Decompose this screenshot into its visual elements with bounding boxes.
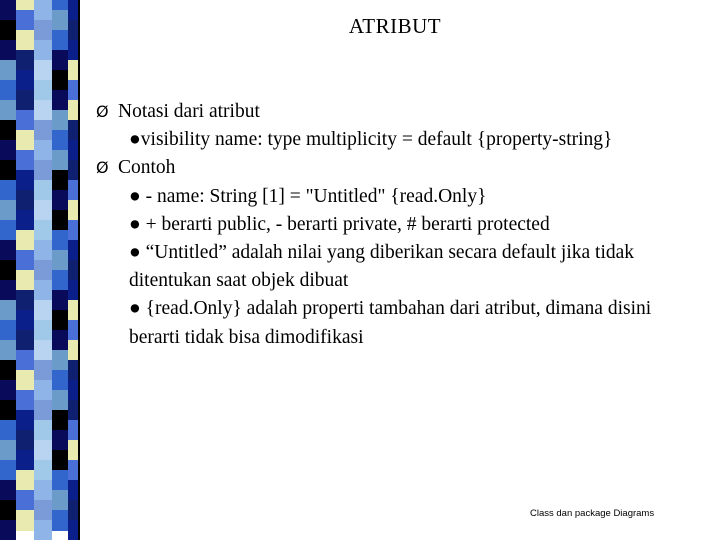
slide-title: ATRIBUT xyxy=(348,14,442,38)
stripe-block xyxy=(34,120,52,141)
stripe-block xyxy=(34,140,52,161)
stripe-block xyxy=(34,300,52,321)
stripe-block xyxy=(52,490,68,511)
stripe-block xyxy=(52,350,68,371)
stripe-block xyxy=(16,310,34,331)
stripe-block xyxy=(34,440,52,461)
stripe-block xyxy=(34,400,52,421)
sub-item-readonly: ● {read.Only} adalah properti tambahan dari atribut, dimana disini berarti tidak bisa dimodifikasi xyxy=(129,298,652,348)
stripe-block xyxy=(52,330,68,351)
stripe-block xyxy=(34,340,52,361)
stripe-block xyxy=(52,0,68,11)
stripe-block xyxy=(16,230,34,251)
stripe-block xyxy=(0,480,16,501)
stripe-block xyxy=(0,240,16,261)
stripe-block xyxy=(52,410,68,431)
stripe-block xyxy=(34,100,52,121)
stripe-block xyxy=(16,410,34,431)
stripe-block xyxy=(16,370,34,391)
stripe-block xyxy=(0,260,16,281)
stripe-block xyxy=(34,520,52,540)
stripe-block xyxy=(0,300,16,321)
stripe-edge-line xyxy=(78,0,80,540)
stripe-block xyxy=(0,380,16,401)
stripe-block xyxy=(52,390,68,411)
stripe-block xyxy=(16,490,34,511)
stripe-block xyxy=(16,330,34,351)
stripe-block xyxy=(16,270,34,291)
slide-body xyxy=(96,98,686,352)
stripe-block xyxy=(52,430,68,451)
stripe-block xyxy=(34,180,52,201)
stripe-block xyxy=(34,80,52,101)
stripe-block xyxy=(16,210,34,231)
stripe-block xyxy=(52,190,68,211)
bullet-text: Contoh xyxy=(118,157,176,179)
stripe-block xyxy=(0,320,16,341)
stripe-block xyxy=(16,190,34,211)
stripe-block xyxy=(52,70,68,91)
stripe-block xyxy=(16,290,34,311)
stripe-block xyxy=(0,420,16,441)
sub-item-syntax: ●visibility name: type multiplicity = default {property-string} xyxy=(129,129,613,151)
sub-item-example: ● - name: String [1] = "Untitled" {read.Only} xyxy=(129,185,487,207)
stripe-block xyxy=(0,180,16,201)
stripe-block xyxy=(0,500,16,521)
stripe-block xyxy=(34,420,52,441)
stripe-block xyxy=(34,460,52,481)
stripe-block xyxy=(16,0,34,11)
stripe-block xyxy=(0,520,16,540)
bullet-text: Notasi dari atribut xyxy=(118,101,260,122)
stripe-block xyxy=(16,470,34,491)
stripe-block xyxy=(52,90,68,111)
stripe-block xyxy=(52,310,68,331)
stripe-block xyxy=(34,220,52,241)
stripe-block xyxy=(16,450,34,471)
stripe-block xyxy=(0,400,16,421)
stripe-block xyxy=(0,280,16,301)
stripe-block xyxy=(0,340,16,361)
sub-item-visibility: ● + berarti public, - berarti private, # berarti protected xyxy=(129,213,550,235)
stripe-block xyxy=(16,70,34,91)
decorative-side-stripe xyxy=(0,0,80,540)
stripe-block xyxy=(52,170,68,191)
stripe-block xyxy=(34,500,52,521)
stripe-block xyxy=(52,230,68,251)
stripe-block xyxy=(52,50,68,71)
slide-footer: Class dan package Diagrams xyxy=(530,508,655,519)
stripe-block xyxy=(34,60,52,81)
stripe-block xyxy=(0,40,16,61)
stripe-block xyxy=(52,510,68,531)
stripe-block xyxy=(0,360,16,381)
stripe-block xyxy=(0,220,16,241)
stripe-block xyxy=(16,390,34,411)
stripe-block xyxy=(0,200,16,221)
stripe-block xyxy=(34,320,52,341)
stripe-block xyxy=(16,430,34,451)
bullet-notasi xyxy=(96,98,686,126)
stripe-block xyxy=(16,50,34,71)
arrow-bullet-icon: Ø xyxy=(96,158,109,178)
stripe-block xyxy=(0,460,16,481)
stripe-block xyxy=(52,150,68,171)
stripe-block xyxy=(52,470,68,491)
stripe-block xyxy=(16,510,34,531)
stripe-block xyxy=(34,160,52,181)
stripe-block xyxy=(0,160,16,181)
stripe-block xyxy=(34,480,52,501)
stripe-block xyxy=(52,270,68,291)
stripe-block xyxy=(0,140,16,161)
sub-item-default: ● “Untitled” adalah nilai yang diberikan secara default jika tidak ditentukan saat objek dibuat xyxy=(129,242,635,292)
stripe-block xyxy=(0,120,16,141)
stripe-block xyxy=(52,450,68,471)
stripe-block xyxy=(52,250,68,271)
stripe-block xyxy=(16,250,34,271)
stripe-block xyxy=(52,110,68,131)
stripe-block xyxy=(34,240,52,261)
arrow-bullet-icon: Ø xyxy=(96,102,109,121)
stripe-block xyxy=(34,260,52,281)
stripe-block xyxy=(16,350,34,371)
stripe-block xyxy=(52,290,68,311)
stripe-block xyxy=(0,80,16,101)
stripe-block xyxy=(16,130,34,151)
stripe-block xyxy=(16,90,34,111)
bullet-contoh xyxy=(96,154,686,182)
stripe-block xyxy=(34,280,52,301)
stripe-block xyxy=(16,110,34,131)
stripe-block xyxy=(34,40,52,61)
stripe-block xyxy=(34,200,52,221)
stripe-block xyxy=(34,360,52,381)
stripe-block xyxy=(16,150,34,171)
stripe-block xyxy=(0,100,16,121)
stripe-block xyxy=(52,210,68,231)
stripe-block xyxy=(16,170,34,191)
stripe-block xyxy=(52,130,68,151)
stripe-block xyxy=(34,380,52,401)
stripe-block xyxy=(0,440,16,461)
stripe-block xyxy=(52,370,68,391)
stripe-block xyxy=(0,60,16,81)
